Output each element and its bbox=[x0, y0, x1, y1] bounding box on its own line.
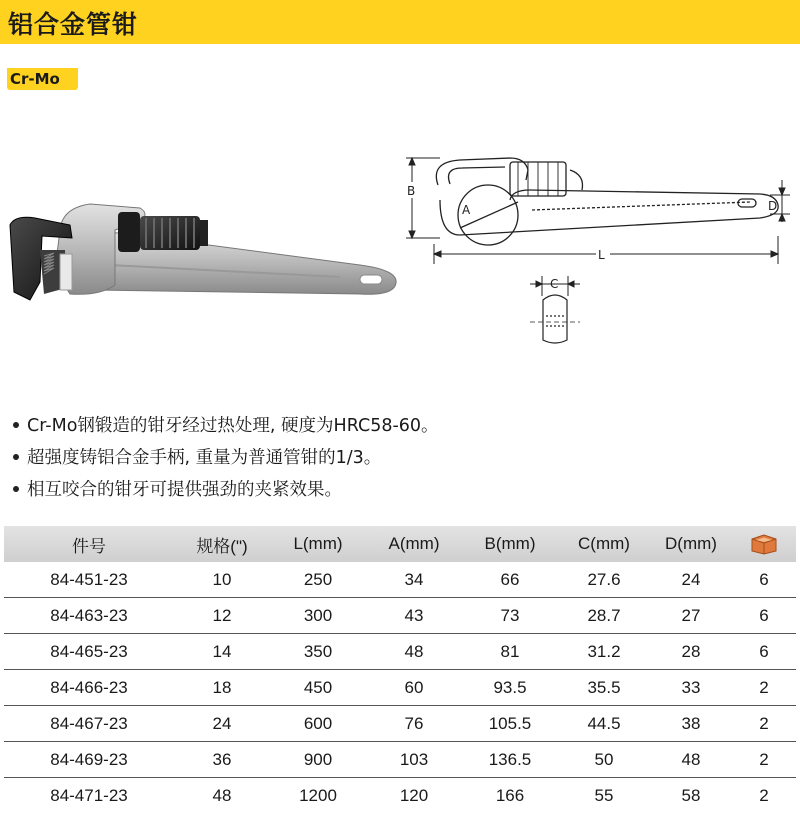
col-size: 规格(") bbox=[174, 526, 270, 562]
table-cell: 350 bbox=[270, 634, 366, 670]
table-cell: 6 bbox=[732, 634, 796, 670]
table-row bbox=[4, 562, 796, 598]
table-cell: 900 bbox=[270, 742, 366, 778]
table-cell: 73 bbox=[462, 598, 558, 634]
col-l: L(mm) bbox=[270, 526, 366, 562]
table-cell: 2 bbox=[732, 778, 796, 813]
table-row bbox=[4, 742, 796, 778]
table-cell: 81 bbox=[462, 634, 558, 670]
table-cell: 36 bbox=[174, 742, 270, 778]
table-cell: 43 bbox=[366, 598, 462, 634]
table-cell: 48 bbox=[174, 778, 270, 813]
table-cell: 105.5 bbox=[462, 706, 558, 742]
page-title: 铝合金管钳 bbox=[8, 5, 138, 41]
feature-text: 超强度铸铝合金手柄, 重量为普通管钳的1/3。 bbox=[27, 448, 381, 468]
table-row bbox=[4, 598, 796, 634]
label-d: D bbox=[768, 199, 777, 213]
table-cell: 60 bbox=[366, 670, 462, 706]
label-l: L bbox=[598, 248, 605, 262]
col-b: B(mm) bbox=[462, 526, 558, 562]
col-part-number: 件号 bbox=[4, 526, 174, 562]
table-row bbox=[4, 706, 796, 742]
table-cell: 48 bbox=[650, 742, 732, 778]
col-c: C(mm) bbox=[558, 526, 650, 562]
table-row bbox=[4, 670, 796, 706]
col-d: D(mm) bbox=[650, 526, 732, 562]
feature-item bbox=[10, 410, 790, 442]
table-cell: 44.5 bbox=[558, 706, 650, 742]
material-badge-label: Cr-Mo bbox=[10, 70, 60, 88]
table-cell: 103 bbox=[366, 742, 462, 778]
table-cell: 18 bbox=[174, 670, 270, 706]
table-cell: 2 bbox=[732, 706, 796, 742]
table-cell: 24 bbox=[174, 706, 270, 742]
table-cell: 300 bbox=[270, 598, 366, 634]
bullet-icon bbox=[13, 422, 19, 428]
spec-table bbox=[4, 526, 796, 813]
table-cell: 24 bbox=[650, 562, 732, 598]
col-a: A(mm) bbox=[366, 526, 462, 562]
table-cell: 28.7 bbox=[558, 598, 650, 634]
table-cell: 31.2 bbox=[558, 634, 650, 670]
table-cell: 84-467-23 bbox=[4, 706, 174, 742]
label-c: C bbox=[550, 277, 558, 291]
table-cell: 58 bbox=[650, 778, 732, 813]
table-cell: 6 bbox=[732, 562, 796, 598]
table-cell: 27.6 bbox=[558, 562, 650, 598]
title-bar bbox=[0, 0, 800, 44]
label-a: A bbox=[462, 203, 471, 217]
table-cell: 76 bbox=[366, 706, 462, 742]
table-cell: 84-465-23 bbox=[4, 634, 174, 670]
table-cell: 27 bbox=[650, 598, 732, 634]
wrench-photo bbox=[0, 170, 405, 320]
table-cell: 250 bbox=[270, 562, 366, 598]
table-cell: 66 bbox=[462, 562, 558, 598]
table-row bbox=[4, 634, 796, 670]
feature-text: 相互咬合的钳牙可提供强劲的夹紧效果。 bbox=[27, 480, 342, 500]
table-cell: 93.5 bbox=[462, 670, 558, 706]
table-cell: 120 bbox=[366, 778, 462, 813]
table-cell: 38 bbox=[650, 706, 732, 742]
dimension-diagram bbox=[400, 140, 800, 370]
table-cell: 50 bbox=[558, 742, 650, 778]
table-cell: 450 bbox=[270, 670, 366, 706]
table-header-row bbox=[4, 526, 796, 562]
table-cell: 2 bbox=[732, 742, 796, 778]
material-badge bbox=[7, 68, 78, 90]
label-b: B bbox=[407, 184, 415, 198]
table-cell: 84-463-23 bbox=[4, 598, 174, 634]
table-cell: 136.5 bbox=[462, 742, 558, 778]
table-cell: 84-469-23 bbox=[4, 742, 174, 778]
table-cell: 12 bbox=[174, 598, 270, 634]
table-cell: 84-471-23 bbox=[4, 778, 174, 813]
table-cell: 28 bbox=[650, 634, 732, 670]
bullet-icon bbox=[13, 486, 19, 492]
table-cell: 35.5 bbox=[558, 670, 650, 706]
col-package bbox=[732, 526, 796, 562]
table-cell: 10 bbox=[174, 562, 270, 598]
feature-text: Cr-Mo钢锻造的钳牙经过热处理, 硬度为HRC58-60。 bbox=[27, 416, 439, 436]
table-cell: 34 bbox=[366, 562, 462, 598]
feature-item bbox=[10, 442, 790, 474]
bullet-icon bbox=[13, 454, 19, 460]
table-cell: 1200 bbox=[270, 778, 366, 813]
table-cell: 2 bbox=[732, 670, 796, 706]
table-cell: 48 bbox=[366, 634, 462, 670]
table-row bbox=[4, 778, 796, 813]
box-icon bbox=[749, 533, 779, 555]
table-cell: 84-451-23 bbox=[4, 562, 174, 598]
table-cell: 166 bbox=[462, 778, 558, 813]
table-cell: 6 bbox=[732, 598, 796, 634]
table-cell: 600 bbox=[270, 706, 366, 742]
feature-item bbox=[10, 474, 790, 506]
table-cell: 33 bbox=[650, 670, 732, 706]
table-cell: 84-466-23 bbox=[4, 670, 174, 706]
table-cell: 14 bbox=[174, 634, 270, 670]
table-cell: 55 bbox=[558, 778, 650, 813]
feature-list bbox=[10, 410, 790, 506]
